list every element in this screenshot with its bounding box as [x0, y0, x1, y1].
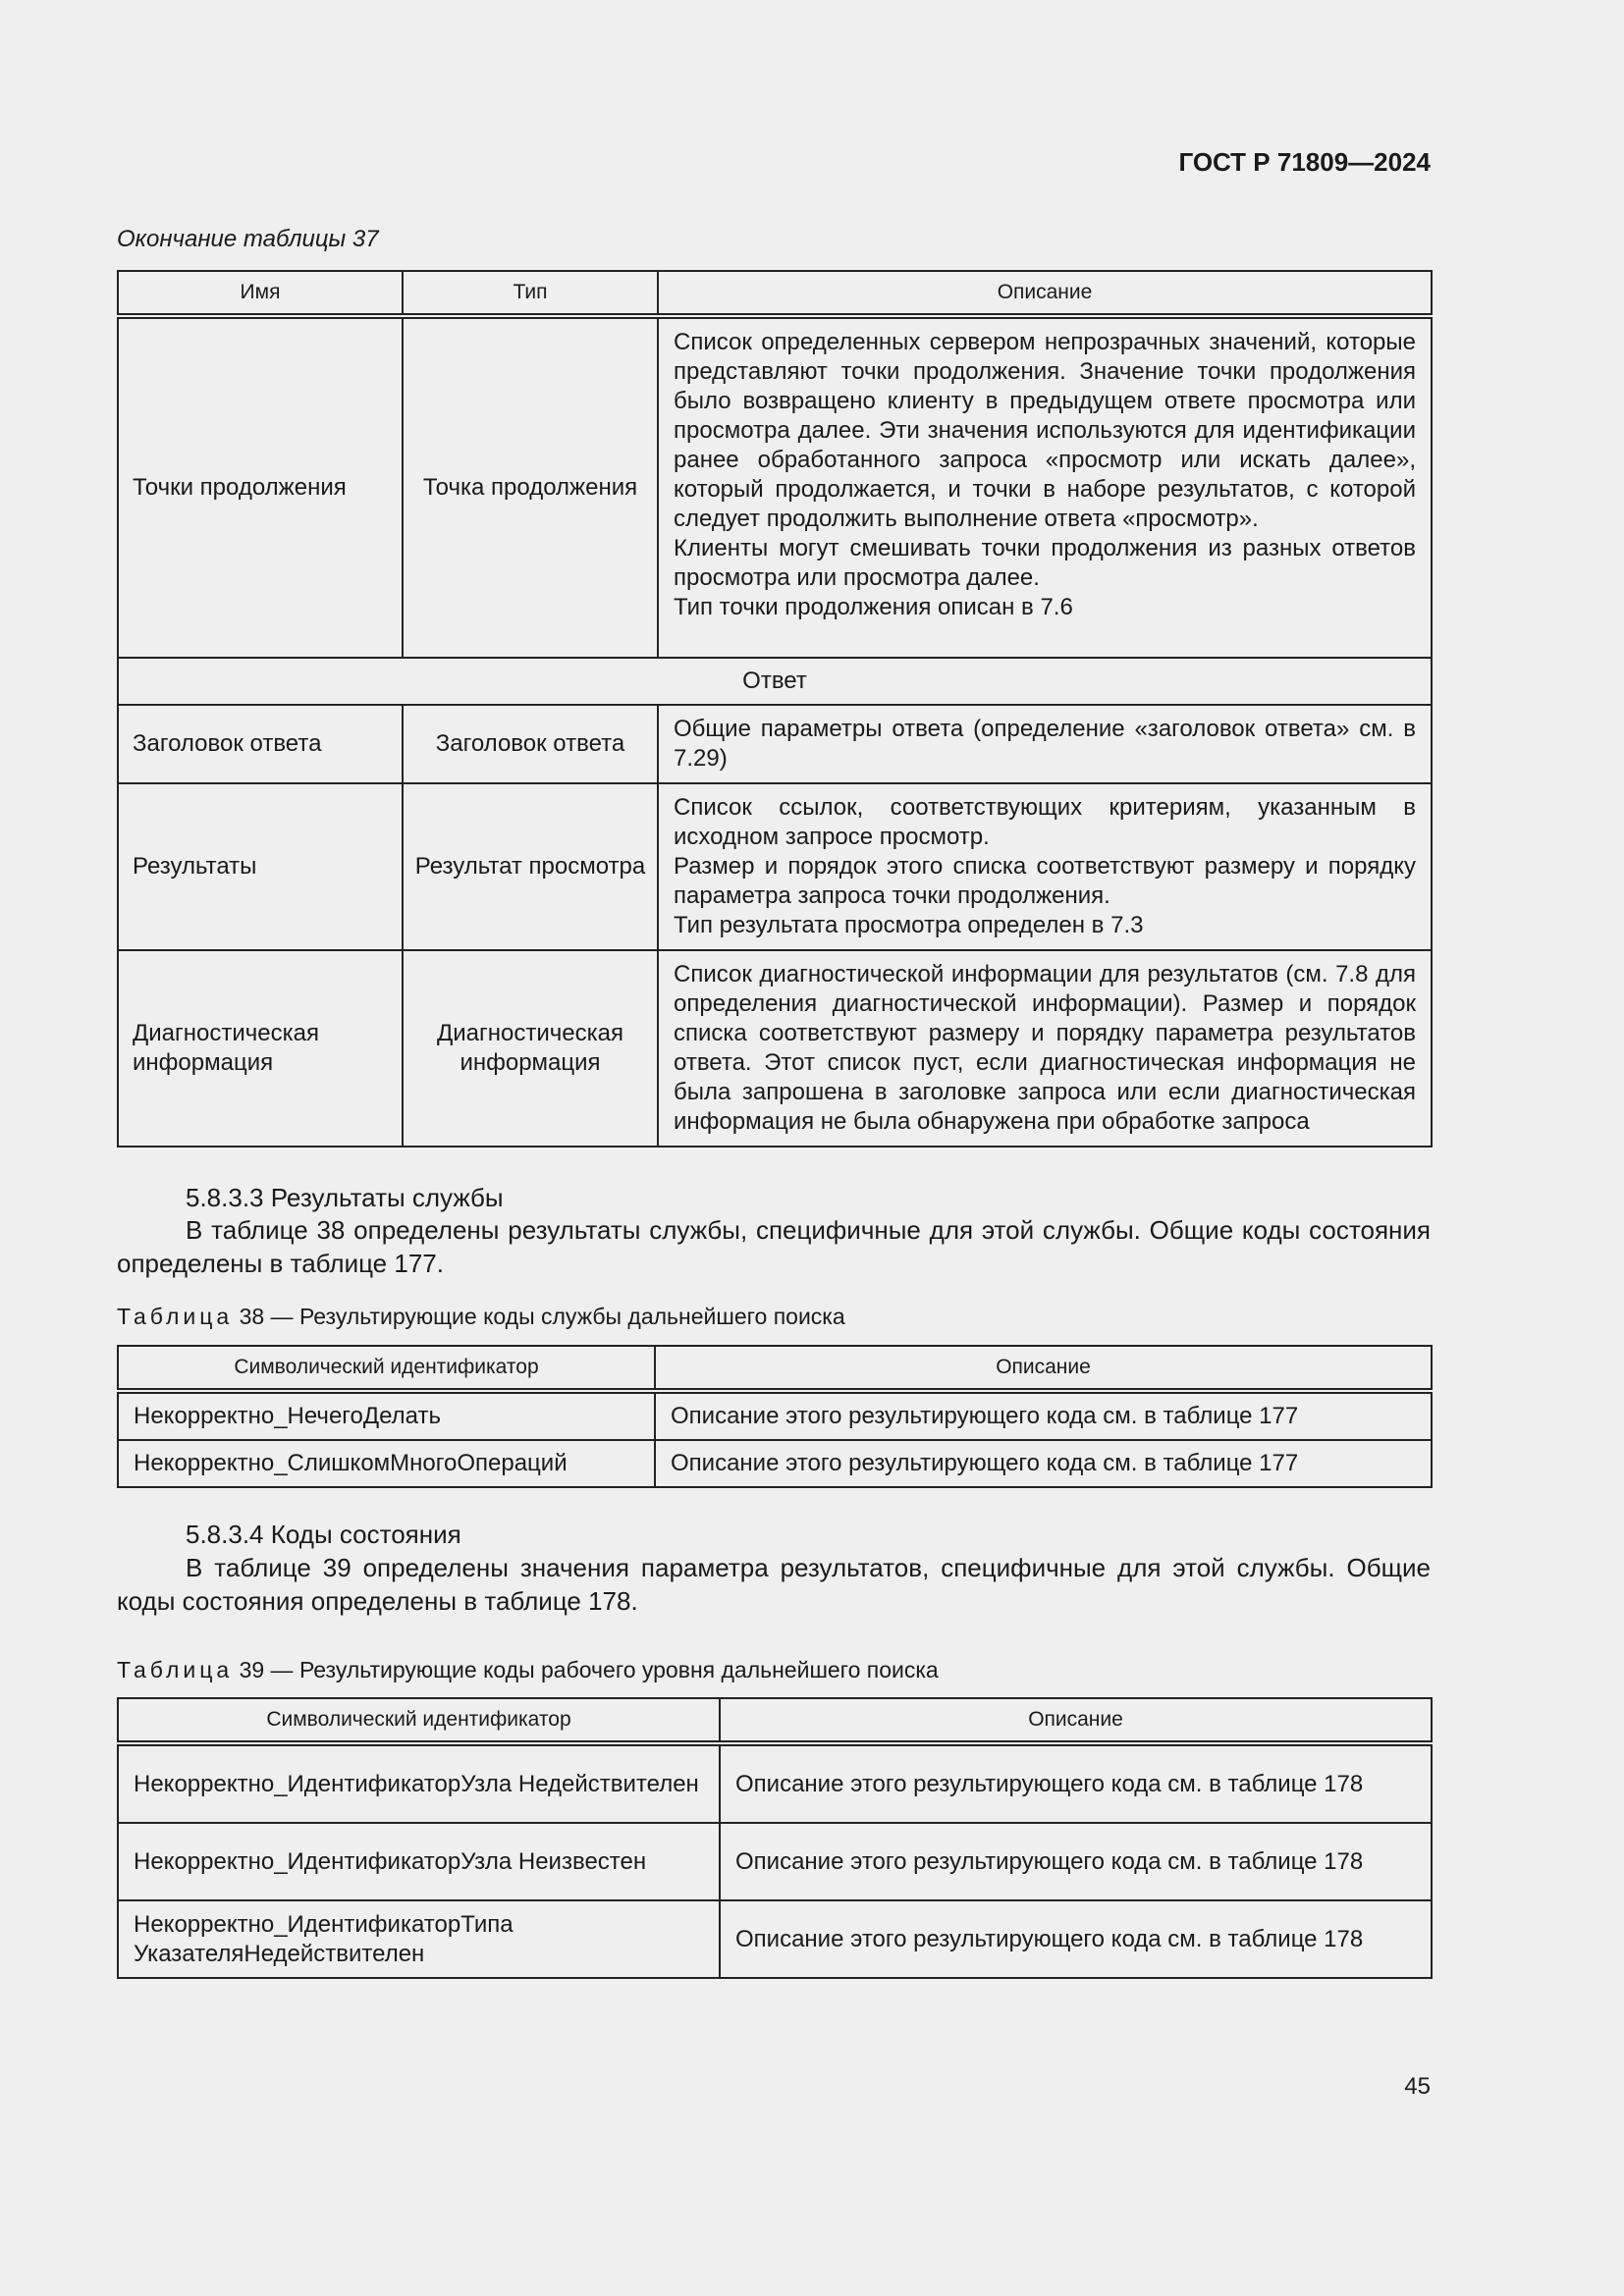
cell-identifier: Некорректно_ИдентификаторТипа УказателяНедействителен	[118, 1900, 720, 1978]
cell-identifier: Некорректно_НечегоДелать	[118, 1391, 655, 1440]
table-row	[118, 316, 1432, 658]
cell-type: Результат просмотра	[403, 783, 658, 950]
table-39	[117, 1697, 1433, 1979]
table-row	[118, 1900, 1432, 1978]
column-header-identifier: Символический идентификатор	[118, 1698, 720, 1743]
cell-name: Диагностическая информация	[118, 950, 403, 1147]
section-label: Ответ	[118, 658, 1432, 705]
cell-description	[658, 950, 1432, 1147]
caption-prefix: Таблица	[117, 1304, 234, 1329]
column-header-description: Описание	[720, 1698, 1432, 1743]
table-row	[118, 783, 1432, 950]
cell-description: Описание этого результирующего кода см. в таблице 178	[720, 1743, 1432, 1823]
desc-line: Список ссылок, соответствующих критериям, указанным в исходном запросе просмотр.	[674, 794, 1416, 850]
desc-line: Размер и порядок этого списка соответствуют размеру и порядку параметра запроса точки продолжения.	[674, 853, 1416, 909]
desc-line: Общие параметры ответа (определение «заголовок ответа» см. в 7.29)	[674, 716, 1416, 772]
section-row	[118, 658, 1432, 705]
table-header-row	[118, 1346, 1432, 1391]
column-header-identifier: Символический идентификатор	[118, 1346, 655, 1391]
table-row	[118, 1440, 1432, 1487]
cell-description: Описание этого результирующего кода см. в таблице 178	[720, 1900, 1432, 1978]
cell-name: Заголовок ответа	[118, 705, 403, 783]
table-38	[117, 1345, 1433, 1488]
cell-identifier: Некорректно_ИдентификаторУзла Неизвестен	[118, 1823, 720, 1900]
cell-description	[658, 316, 1432, 658]
cell-identifier: Некорректно_ИдентификаторУзла Недействителен	[118, 1743, 720, 1823]
section-heading-5833: 5.8.3.3 Результаты службы	[186, 1183, 504, 1212]
table-header-row	[118, 271, 1432, 316]
desc-line: Тип результата просмотра определен в 7.3	[674, 912, 1144, 938]
column-header-type: Тип	[403, 271, 658, 316]
table-37-caption: Окончание таблицы 37	[117, 226, 379, 252]
cell-type: Точка продолжения	[403, 316, 658, 658]
table-row	[118, 1391, 1432, 1440]
document-code: ГОСТ Р 71809—2024	[1178, 147, 1431, 177]
table-38-caption	[117, 1304, 845, 1330]
desc-line: Тип точки продолжения описан в 7.6	[674, 594, 1073, 620]
section-heading-5834: 5.8.3.4 Коды состояния	[186, 1520, 461, 1549]
section-paragraph: В таблице 39 определены значения параметра результатов, специфичные для этой службы. Общие коды состояния определены в таблице 178.	[117, 1553, 1431, 1616]
desc-line: Список диагностической информации для результатов (см. 7.8 для определения диагностической информации). Размер и порядок списка соответствуют размеру и порядку параметра результатов ответа. Этот список пуст, если диагностическая информация не была запрошена в заголовке запроса или если диагностическая информация не была обнаружена при обработке запроса	[674, 961, 1416, 1135]
caption-text: 39 — Результирующие коды рабочего уровня дальнейшего поиска	[239, 1657, 939, 1682]
cell-description: Описание этого результирующего кода см. в таблице 178	[720, 1823, 1432, 1900]
cell-description: Описание этого результирующего кода см. в таблице 177	[655, 1440, 1432, 1487]
desc-line: Список определенных сервером непрозрачных значений, которые представляют точки продолжения. Значение точки продолжения было возвращено клиенту в предыдущем ответе просмотра или просмотра далее. Эти значения используются для идентификации ранее обработанного запроса «просмотр или искать далее», который продолжается, и точки в наборе результатов, с которой следует продолжить выполнение ответа «просмотр».	[674, 329, 1416, 532]
table-39-caption	[117, 1657, 939, 1683]
cell-name: Результаты	[118, 783, 403, 950]
cell-identifier: Некорректно_СлишкомМногоОпераций	[118, 1440, 655, 1487]
cell-description	[658, 705, 1432, 783]
column-header-name: Имя	[118, 271, 403, 316]
table-row	[118, 1823, 1432, 1900]
table-37	[117, 270, 1433, 1148]
caption-text: 38 — Результирующие коды службы дальнейшего поиска	[239, 1304, 845, 1329]
page-number: 45	[1404, 2073, 1431, 2100]
cell-description: Описание этого результирующего кода см. в таблице 177	[655, 1391, 1432, 1440]
cell-type: Диагностическая информация	[403, 950, 658, 1147]
cell-type: Заголовок ответа	[403, 705, 658, 783]
cell-name: Точки продолжения	[118, 316, 403, 658]
cell-description	[658, 783, 1432, 950]
section-paragraph: В таблице 38 определены результаты службы, специфичные для этой службы. Общие коды состояния определены в таблице 177.	[117, 1215, 1431, 1278]
desc-line: Клиенты могут смешивать точки продолжения из разных ответов просмотра или просмотра далее.	[674, 535, 1416, 591]
column-header-description: Описание	[658, 271, 1432, 316]
column-header-description: Описание	[655, 1346, 1432, 1391]
table-row	[118, 705, 1432, 783]
caption-prefix: Таблица	[117, 1657, 234, 1682]
table-header-row	[118, 1698, 1432, 1743]
table-row	[118, 950, 1432, 1147]
table-row	[118, 1743, 1432, 1823]
